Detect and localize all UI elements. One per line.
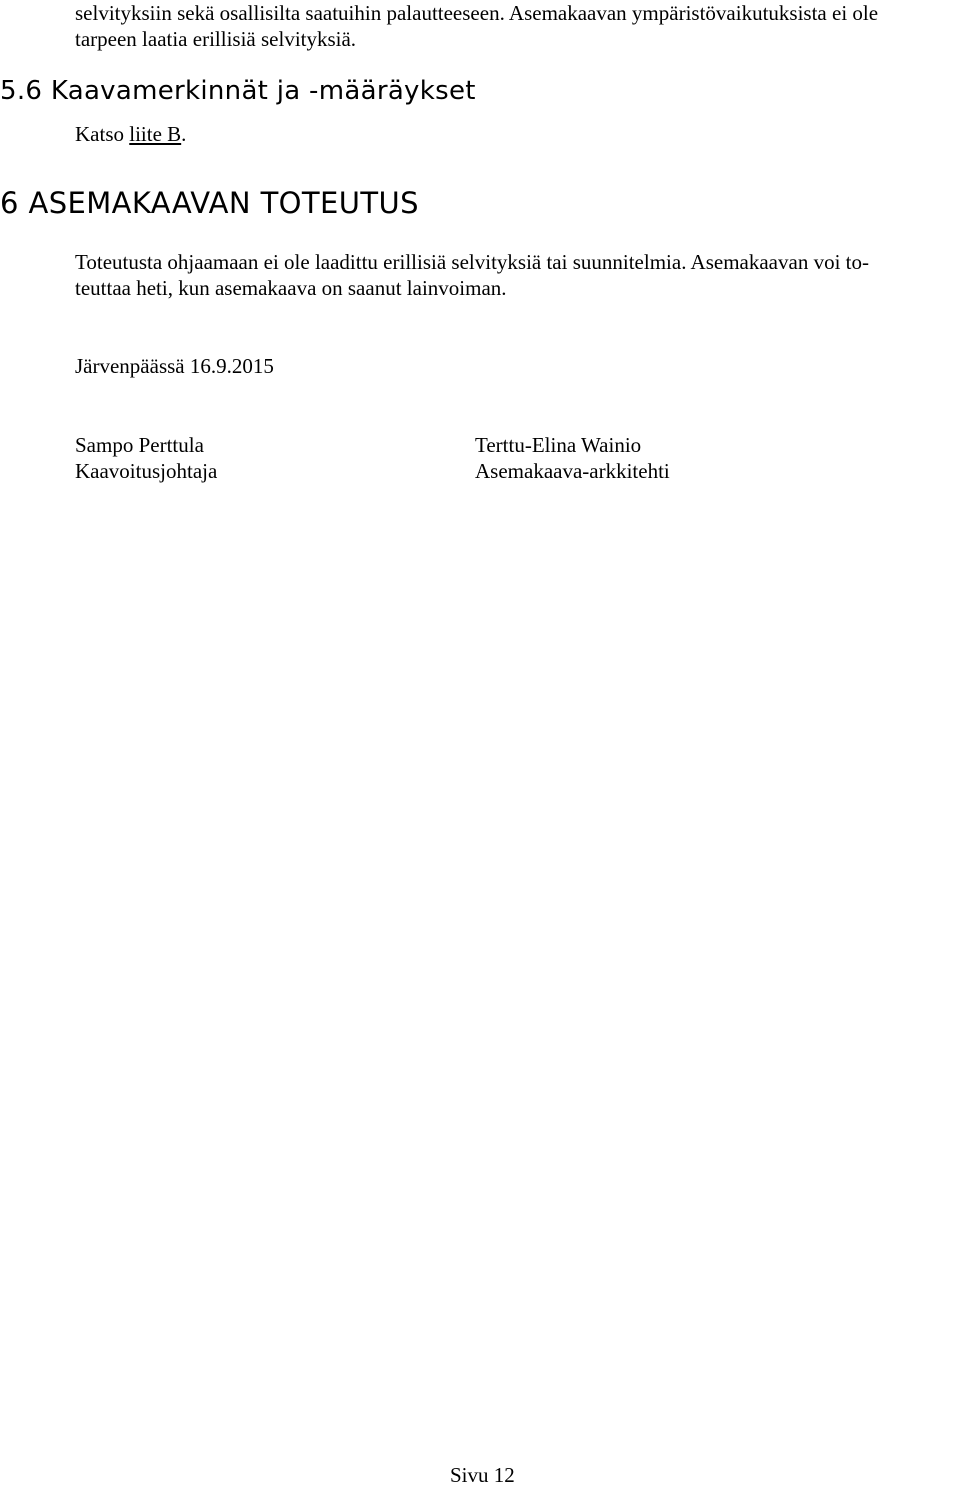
page-number-footer: Sivu 12 <box>450 1463 515 1487</box>
section-5-6-heading: 5.6 Kaavamerkinnät ja -määräykset <box>0 76 476 106</box>
signer-name-left: Sampo Perttula <box>75 433 204 457</box>
signature-block-right <box>475 432 670 484</box>
place-date: Järvenpäässä 16.9.2015 <box>75 354 274 378</box>
intro-line-2: tarpeen laatia erillisiä selvityksiä. <box>75 27 357 51</box>
section-5-6-body-suffix: . <box>181 122 187 146</box>
signer-title-left: Kaavoitusjohtaja <box>75 459 218 483</box>
section-6-heading: 6 ASEMAKAAVAN TOTEUTUS <box>0 186 419 220</box>
signature-block-left <box>75 432 217 484</box>
section-6-body <box>75 249 945 301</box>
intro-line-1: selvityksiin sekä osallisilta saatuihin palautteeseen. Asemakaavan ympäristövaikutuksista ei ole <box>75 1 879 25</box>
section-5-6-body <box>75 121 186 147</box>
signer-name-right: Terttu-Elina Wainio <box>475 433 642 457</box>
appendix-b-link[interactable]: liite B <box>129 122 182 146</box>
section-6-body-line-2: teuttaa heti, kun asemakaava on saanut lainvoiman. <box>75 276 507 300</box>
signer-title-right: Asemakaava-arkkitehti <box>475 459 670 483</box>
section-6-body-line-1: Toteutusta ohjaamaan ei ole laadittu erillisiä selvityksiä tai suunnitelmia. Asemakaavan voi to- <box>75 250 869 274</box>
section-5-6-body-prefix: Katso <box>75 122 130 146</box>
intro-paragraph <box>75 0 878 52</box>
